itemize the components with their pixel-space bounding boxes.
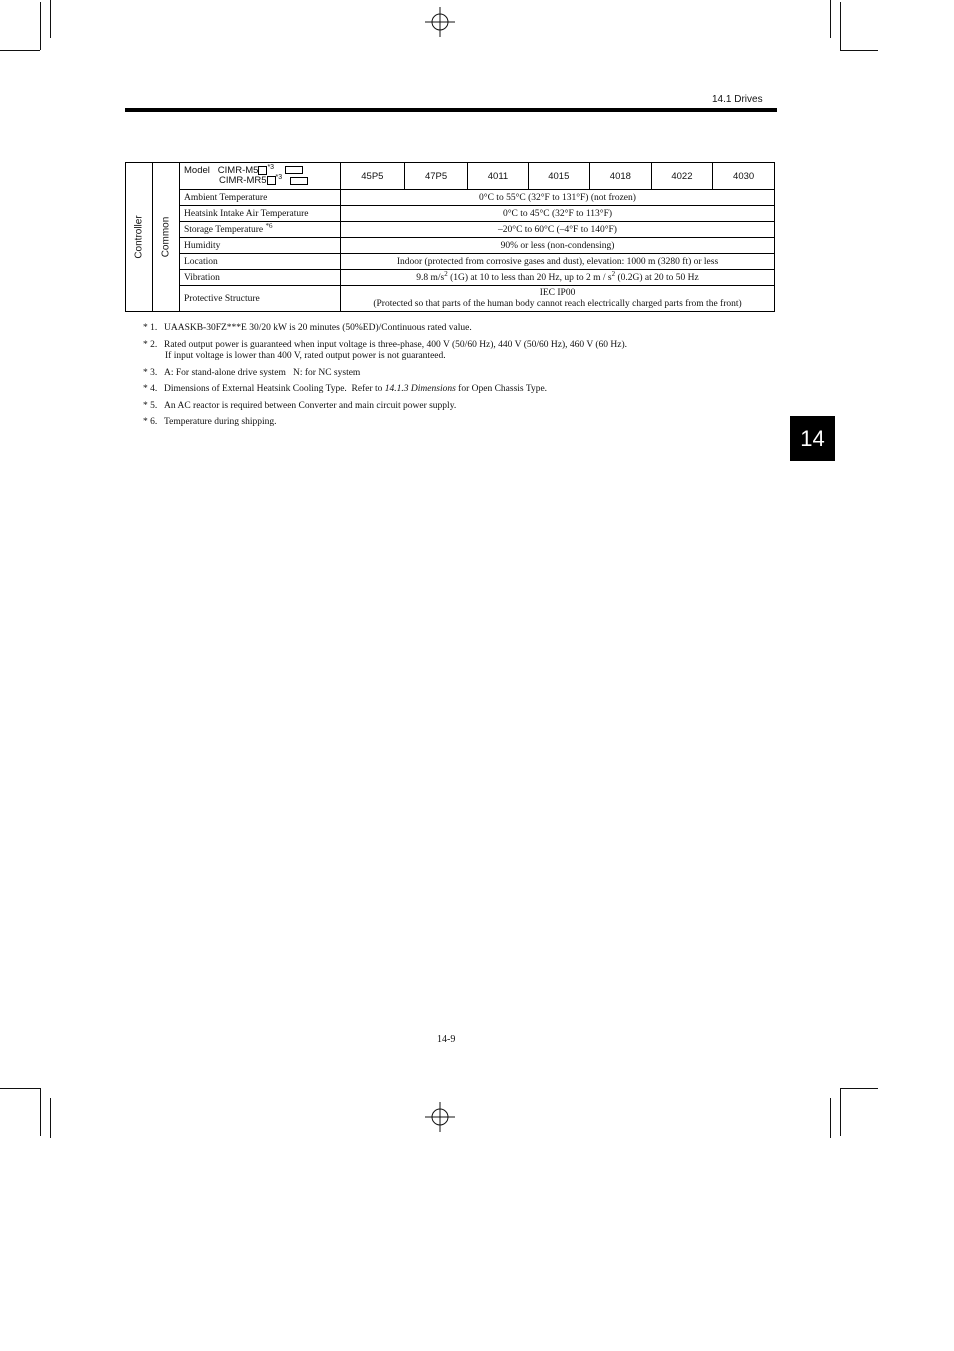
registration-mark-icon	[425, 1102, 455, 1132]
crop-mark	[830, 0, 831, 38]
footnote: * 6. Temperature during shipping.	[143, 417, 277, 427]
model-column-header: 4011	[468, 163, 528, 190]
model-code-2: CIMR-MR5	[219, 175, 267, 187]
blank-box-icon	[267, 176, 276, 185]
footnote: * 1. UAASKB-30FZ***E 30/20 kW is 20 minutes (50%ED)/Continuous rated value.	[143, 323, 472, 333]
table-row	[126, 270, 775, 286]
group-common: Common	[153, 163, 180, 312]
spec-table	[125, 162, 775, 312]
footnote: * 5. An AC reactor is required between Converter and main circuit power supply.	[143, 400, 457, 411]
group-controller: Controller	[126, 163, 153, 312]
crop-mark	[40, 1088, 41, 1136]
table-row	[126, 222, 775, 238]
model-label: Model	[184, 165, 210, 176]
blank-box-icon	[285, 166, 303, 174]
section-header: 14.1 Drives	[712, 94, 763, 105]
registration-mark-icon	[425, 7, 455, 37]
row-label: Humidity	[180, 238, 341, 254]
table-row	[126, 238, 775, 254]
row-label: Heatsink Intake Air Temperature	[180, 206, 341, 222]
model-code-1: CIMR-M5	[217, 165, 259, 176]
model-column-header: 4022	[651, 163, 713, 190]
model-column-header: 4018	[590, 163, 652, 190]
row-value: 0°C to 55°C (32°F to 131°F) (not frozen)	[341, 190, 775, 206]
crop-mark	[840, 1088, 841, 1136]
chapter-tab: 14	[790, 416, 835, 461]
crop-mark	[0, 50, 40, 51]
crop-mark	[50, 0, 51, 38]
row-label: Location	[180, 254, 341, 270]
row-value: IEC IP00 (Protected so that parts of the human body cannot reach electrically charged parts from the front)	[341, 286, 775, 312]
row-label: Ambient Temperature	[180, 190, 341, 206]
table-row	[126, 206, 775, 222]
footnote: * 4. Dimensions of External Heatsink Cooling Type. Refer to 14.1.3 Dimensions for Open Chassis Type.	[143, 384, 548, 394]
row-label: Protective Structure	[180, 286, 341, 312]
crop-mark	[0, 1088, 40, 1089]
crop-mark	[830, 1098, 831, 1138]
model-cell: Model CIMR-M5 $^{*3}$ CIMR-MR5 $^{*3}$	[180, 163, 341, 190]
footnote: * 2. Rated output power is guaranteed when input voltage is three-phase, 400 V (50/60 Hz), 440 V (50/60 Hz), 460 V (60 Hz). If input voltage is lower than 400 V, rated output power is not guaranteed.	[143, 339, 628, 361]
table-row	[126, 254, 775, 270]
model-column-header: 4015	[528, 163, 590, 190]
row-label: Vibration	[180, 270, 341, 286]
table-row	[126, 190, 775, 206]
footnotes	[143, 323, 783, 434]
model-row	[126, 163, 775, 190]
crop-mark	[840, 1088, 878, 1089]
footnote: * 3. A: For stand-alone drive system N: for NC system	[143, 367, 361, 378]
crop-mark	[840, 2, 841, 50]
model-column-header: 47P5	[404, 163, 468, 190]
row-value: 0°C to 45°C (32°F to 113°F)	[341, 206, 775, 222]
page-number: 14‑9	[437, 1034, 456, 1045]
blank-box-icon	[290, 177, 308, 185]
table-row	[126, 286, 775, 312]
header-rule	[125, 108, 777, 112]
row-value: 9.8 $m/s^2$ (1G) at 10 to less than 20 Hz, up to 2 m / $s^2$ (0.2G) at 20 to 50 Hz	[341, 270, 775, 286]
row-value: 90% or less (non-condensing)	[341, 238, 775, 254]
crop-mark	[840, 50, 878, 51]
crop-mark	[40, 2, 41, 50]
row-value: Indoor (protected from corrosive gases and dust), elevation: 1000 m (3280 ft) or less	[341, 254, 775, 270]
crop-mark	[50, 1098, 51, 1138]
row-value: –20°C to 60°C (–4°F to 140°F)	[341, 222, 775, 238]
model-column-header: 45P5	[341, 163, 405, 190]
model-column-header: 4030	[713, 163, 775, 190]
row-label: Storage Temperature $^{*6}$	[180, 222, 341, 238]
